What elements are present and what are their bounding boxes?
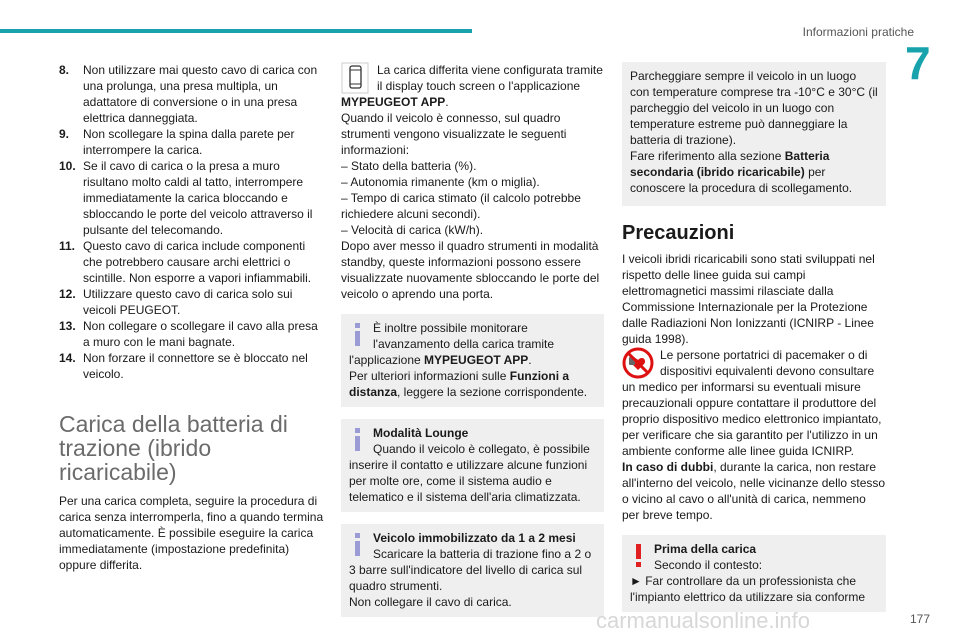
list-item [59, 238, 324, 286]
lounge-text: Quando il veicolo è collegato, è possibile inserire il contatto e utilizzare alcune funzioni per molte ore, come il sistema audio e telematico e il sistema dell'aria climatizzata. [349, 442, 590, 504]
list-item-number: 11. [59, 239, 76, 253]
immobilized-text-2: Non collegare il cavo di carica. [349, 595, 512, 609]
info-list-item: – Autonomia rimanente (km o miglia). [341, 175, 540, 189]
immobilized-text-1: Scaricare la batteria di trazione fino a 2 o 3 barre sull'indicatore del livello di carica sul quadro strumenti. [349, 547, 592, 593]
warning-icon [630, 541, 648, 571]
info-icon [349, 425, 367, 455]
smartphone-icon [341, 62, 369, 94]
parking-text: Parcheggiare sempre il veicolo in un luogo con temperature comprese tra -10°C e 30°C (il parcheggio del veicolo in un luogo con temperature estreme può danneggiare la batteria di trazione). [630, 69, 878, 147]
intro-app-name: MYPEUGEOT APP [341, 95, 446, 109]
section-title-charging: Carica della batteria di trazione (ibrido ricaricabile) [59, 411, 288, 485]
immobilized-title: Veicolo immobilizzato da 1 a 2 mesi [373, 531, 576, 545]
list-item-number: 10. [59, 159, 76, 173]
list-item-text: Utilizzare questo cavo di carica solo sui veicoli PEUGEOT. [83, 287, 293, 317]
box1-text-a: È inoltre possibile monitorare l'avanzamento della carica tramite l'applicazione [349, 321, 555, 367]
no-pacemaker-icon [622, 347, 654, 379]
list-item-number: 8. [59, 63, 70, 77]
pacemaker-block [622, 347, 886, 459]
header-accent-bar [0, 29, 472, 33]
lounge-title: Modalità Lounge [373, 426, 469, 440]
watermark: carmanualsonline.info [596, 608, 811, 633]
section-title-precautions: Precauzioni [622, 222, 735, 244]
column-1 [59, 62, 324, 573]
page-number: 177 [909, 612, 930, 626]
before-charge-line2: ► Far controllare da un professionista che l'impianto elettrico da utilizzare sia conforme [630, 574, 866, 604]
list-item-text: Non forzare il connettore se è bloccato nel veicolo. [83, 351, 308, 381]
list-item [59, 158, 324, 238]
before-charge-line1: Secondo il contesto: [654, 558, 763, 572]
section-text-charging: Per una carica completa, seguire la procedura di carica senza interromperla, fino a quando termina automaticamente. È possibile eseguire la carica immediatamente (impostazione predefinita) oppure differita. [59, 494, 324, 572]
list-item [59, 350, 324, 382]
intro-text: La carica differita viene configurata tramite il display touch screen o l'applicazione [377, 63, 603, 93]
doubt-bold: In caso di dubbi [622, 460, 714, 474]
list-item-text: Non scollegare la spina dalla parete per interrompere la carica. [83, 127, 295, 157]
pacemaker-text: Le persone portatrici di pacemaker o di dispositivi equivalenti devono consultare un medico per informarsi su eventuali misure precauzionali oppure contattare il produttore del proprio dispositivo medico elettronico impiantato, per verificare che sia garantito per l'utilizzo in un ambiente conforme alle linee guida ICNIRP. [622, 348, 882, 458]
parking-ref-a: Fare riferimento alla sezione [630, 149, 785, 163]
parking-ref-c: per conoscere la procedura di scollegamento. [630, 165, 853, 195]
warning-box-before-charge [622, 535, 886, 612]
info-icon [349, 320, 367, 350]
list-item [59, 318, 324, 350]
intro-end: . [445, 95, 449, 109]
doubt-text: , durante la carica, non restare all'interno del veicolo, nelle vicinanze dello stesso o vicino al cavo o all'unità di carica, nemmeno per breve tempo. [622, 460, 886, 522]
chapter-number: 7 [905, 37, 931, 89]
list-item-text: Se il cavo di carica o la presa a muro risultano molto caldi al tatto, interrompere immediatamente la carica bloccando e sbloccando le porte del veicolo attraverso il pulsante del telecomando. [83, 159, 313, 237]
info-icon [349, 530, 367, 560]
column-2 [341, 62, 604, 617]
header-title: Informazioni pratiche [802, 25, 914, 39]
list-item-text: Non utilizzare mai questo cavo di carica con una prolunga, una presa multipla, un adattatore di conversione o in una presa elettrica danneggiata. [83, 63, 318, 125]
list-item-number: 14. [59, 351, 76, 365]
list-item-text: Questo cavo di carica include componenti che potrebbero causare archi elettrici o scintille. Non esporre a vapori infiammabili. [83, 239, 312, 285]
box1-text-b: . [528, 353, 532, 367]
info-list [341, 158, 604, 238]
info-list-item: – Stato della batteria (%). [341, 159, 477, 173]
box1-app-name: MYPEUGEOT APP [424, 353, 529, 367]
info-box-immobilized [341, 524, 604, 617]
list-item [59, 286, 324, 318]
before-charge-title: Prima della carica [654, 542, 757, 556]
list-item [59, 62, 324, 126]
box1-text-d: , leggere la sezione corrispondente. [397, 385, 588, 399]
numbered-list [59, 62, 324, 382]
info-list-item: – Tempo di carica stimato (il calcolo potrebbe richiedere alcuni secondi). [341, 191, 581, 221]
info-list-item: – Velocità di carica (kW/h). [341, 223, 484, 237]
info-box-app [341, 314, 604, 407]
box1-text-c: Per ulteriori informazioni sulle [349, 369, 510, 383]
column-3 [622, 62, 886, 612]
after-text: Dopo aver messo il quadro strumenti in modalità standby, queste informazioni possono essere visualizzate nuovamente sbloccando le porte del veicolo o aprendo una porta. [341, 239, 600, 301]
parking-box [622, 62, 886, 206]
precautions-intro: I veicoli ibridi ricaricabili sono stati sviluppati nel rispetto delle linee guida sui campi elettromagnetici massimi rilasciate dalla Commissione Internazionale per la Protezione dalle Radiazioni Non Ionizzanti (ICNIRP - Linee guida 1998). [622, 252, 875, 346]
deferred-charge-block [341, 62, 604, 110]
parking-ref-bold: Batteria secondaria (ibrido ricaricabile) [630, 149, 830, 179]
connected-text: Quando il veicolo è connesso, sul quadro strumenti vengono visualizzate le seguenti informazioni: [341, 111, 567, 157]
box1-remote-functions: Funzioni a distanza [349, 369, 570, 399]
list-item [59, 126, 324, 158]
list-item-number: 12. [59, 287, 76, 301]
info-box-lounge [341, 419, 604, 512]
list-item-text: Non collegare o scollegare il cavo alla presa a muro con le mani bagnate. [83, 319, 318, 349]
list-item-number: 9. [59, 127, 70, 141]
list-item-number: 13. [59, 319, 76, 333]
